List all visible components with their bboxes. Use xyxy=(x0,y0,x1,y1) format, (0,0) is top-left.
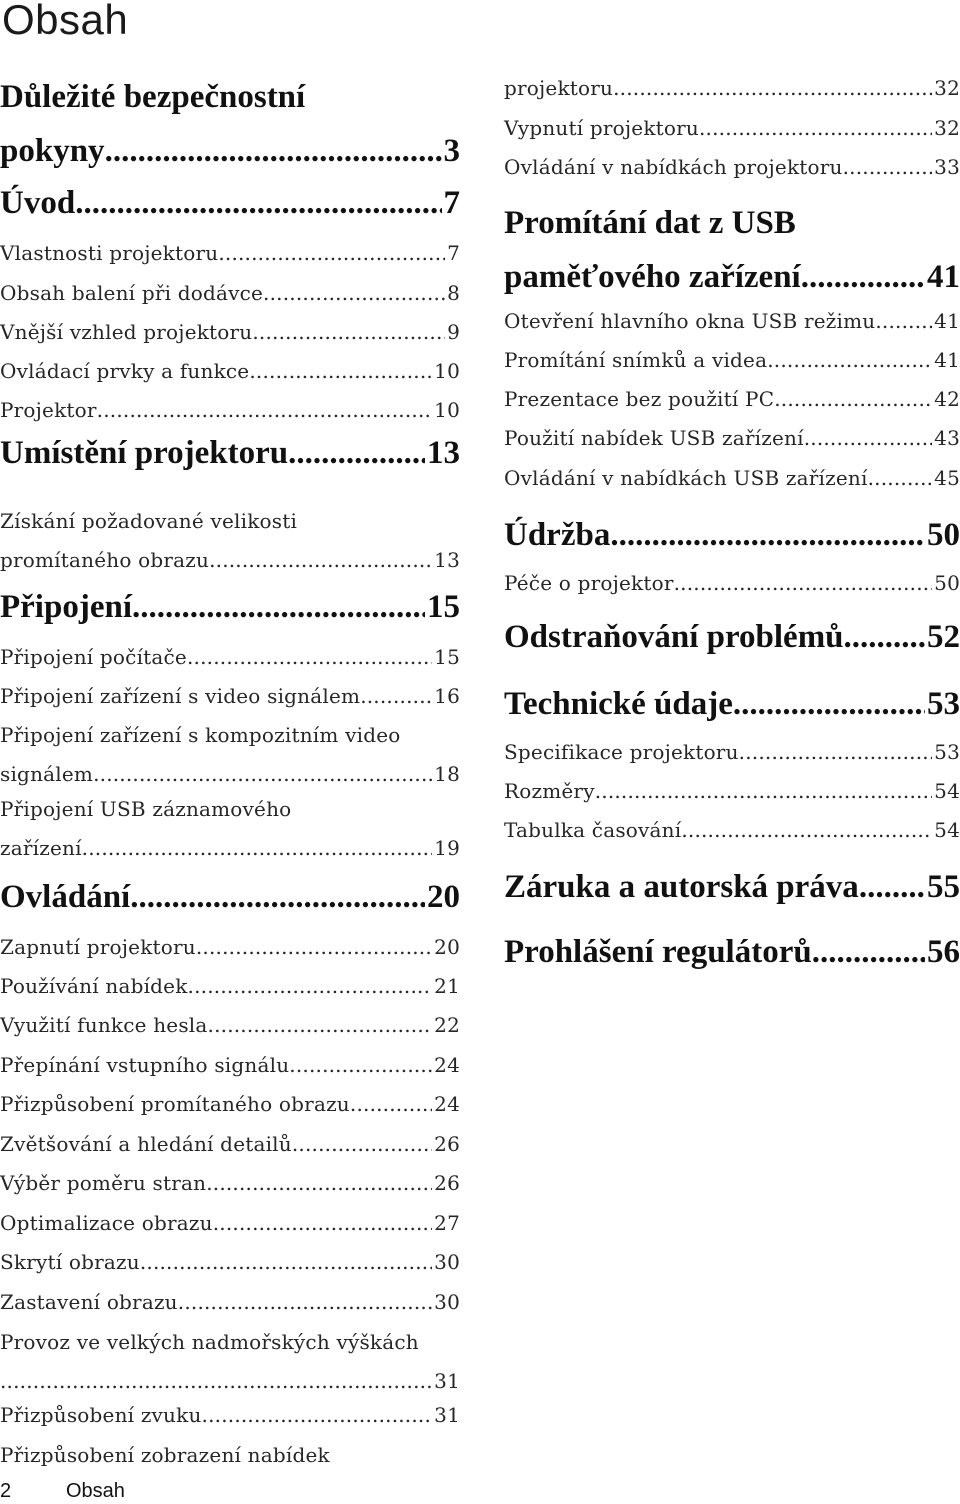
toc-entry[interactable] xyxy=(504,69,960,108)
toc-entry[interactable] xyxy=(504,610,960,664)
toc-entry-label: Ovládání v nabídkách USB zařízení xyxy=(504,466,868,490)
toc-entry-leader-row xyxy=(0,176,460,230)
toc-entry-label: Údržba xyxy=(504,517,611,553)
toc-entry-leader-row xyxy=(0,829,460,868)
toc-page-number: 15 xyxy=(427,589,460,625)
footer-section-name: Obsah xyxy=(66,1480,125,1502)
toc-entry[interactable] xyxy=(0,1006,460,1045)
toc-page-number: 9 xyxy=(447,320,460,344)
toc-entry[interactable] xyxy=(504,109,960,148)
toc-entry-leader-row xyxy=(504,508,960,562)
toc-page-number: 24 xyxy=(434,1092,460,1116)
toc-dot-leader xyxy=(801,250,925,304)
toc-page-number: 42 xyxy=(934,387,960,411)
toc-entry-leader-row xyxy=(0,755,460,794)
toc-entry-title-line: Získání požadované velikosti xyxy=(0,509,298,533)
toc-entry-leader-row xyxy=(504,772,960,811)
toc-entry-label: Použití nabídek USB zařízení xyxy=(504,426,804,450)
toc-entry-leader-row xyxy=(504,341,960,380)
toc-entry[interactable] xyxy=(0,1204,460,1243)
toc-entry-label: Úvod xyxy=(0,185,76,221)
toc-dot-leader xyxy=(140,1243,432,1282)
toc-page-number: 10 xyxy=(434,398,460,422)
toc-entry-label: Rozměry xyxy=(504,779,595,803)
toc-dot-leader xyxy=(804,419,932,458)
toc-entry-label: signálem xyxy=(0,762,94,786)
toc-page-number: 31 xyxy=(434,1403,460,1427)
toc-page-number: 41 xyxy=(934,309,960,333)
toc-entry[interactable] xyxy=(0,234,460,273)
toc-dot-leader xyxy=(767,341,932,380)
toc-entry-leader-row xyxy=(0,1243,460,1282)
toc-page-number: 22 xyxy=(434,1013,460,1037)
toc-entry[interactable] xyxy=(0,1243,460,1282)
toc-dot-leader xyxy=(206,1164,432,1203)
toc-page-number: 13 xyxy=(427,435,460,471)
toc-entry-label: Ovládací prvky a funkce xyxy=(0,359,250,383)
toc-dot-leader xyxy=(75,176,441,230)
toc-page-number: 10 xyxy=(434,359,460,383)
toc-dot-leader xyxy=(130,870,425,924)
toc-entry-leader-row xyxy=(504,302,960,341)
toc-entry-leader-row xyxy=(504,250,960,304)
toc-page-number: 30 xyxy=(434,1290,460,1314)
toc-page-number: 21 xyxy=(434,974,460,998)
toc-entry-label: Obsah balení při dodávce xyxy=(0,281,264,305)
toc-page-number: 43 xyxy=(934,426,960,450)
toc-entry[interactable] xyxy=(0,716,460,794)
toc-entry[interactable] xyxy=(0,1323,460,1401)
toc-entry-leader-row xyxy=(504,860,960,914)
toc-page-number: 45 xyxy=(934,466,960,490)
toc-dot-leader xyxy=(218,234,445,273)
toc-page-number: 7 xyxy=(443,185,460,221)
toc-entry[interactable] xyxy=(504,459,960,498)
toc-page-number: 33 xyxy=(934,155,960,179)
toc-page-number: 32 xyxy=(934,116,960,140)
toc-entry-leader-row xyxy=(504,380,960,419)
toc-entry-leader-row xyxy=(0,234,460,273)
toc-dot-leader xyxy=(263,274,445,313)
toc-entry[interactable] xyxy=(0,70,460,178)
toc-dot-leader xyxy=(350,1085,432,1124)
toc-entry-leader-row xyxy=(0,1204,460,1243)
toc-dot-leader xyxy=(292,1125,432,1164)
toc-entry-label: Prezentace bez použití PC xyxy=(504,387,775,411)
toc-dot-leader xyxy=(252,313,445,352)
toc-page-number: 56 xyxy=(927,934,960,970)
toc-entry-leader-row xyxy=(504,610,960,664)
toc-dot-leader xyxy=(610,508,925,562)
toc-entry[interactable] xyxy=(504,733,960,772)
toc-dot-leader xyxy=(82,829,432,868)
page-title: Obsah xyxy=(2,0,129,43)
toc-entry-label: projektoru xyxy=(504,76,614,100)
toc-entry[interactable] xyxy=(0,677,460,716)
toc-entry-leader-row xyxy=(0,426,460,480)
toc-page-number: 41 xyxy=(927,259,960,295)
toc-dot-leader xyxy=(209,541,432,580)
toc-entry[interactable] xyxy=(0,1125,460,1164)
toc-entry[interactable] xyxy=(0,928,460,967)
toc-entry[interactable] xyxy=(0,502,460,580)
toc-dot-leader xyxy=(843,148,933,187)
toc-dot-leader xyxy=(739,733,932,772)
toc-dot-leader xyxy=(844,610,925,664)
toc-page-number: 13 xyxy=(434,548,460,572)
toc-entry-leader-row xyxy=(504,811,960,850)
toc-entry-leader-row xyxy=(504,564,960,603)
toc-dot-leader xyxy=(595,772,932,811)
toc-page-number: 26 xyxy=(434,1171,460,1195)
toc-entry-leader-row xyxy=(504,419,960,458)
toc-entry-label: zařízení xyxy=(0,836,82,860)
toc-entry-label: Prohlášení regulátorů xyxy=(504,934,812,970)
toc-dot-leader xyxy=(681,811,932,850)
toc-entry-leader-row xyxy=(0,274,460,313)
toc-entry-label: Ovládání v nabídkách projektoru xyxy=(504,155,843,179)
toc-page-number: 54 xyxy=(934,779,960,803)
toc-page-number: 20 xyxy=(427,879,460,915)
toc-entry[interactable] xyxy=(504,341,960,380)
toc-entry-label: Připojení xyxy=(0,589,132,625)
toc-entry[interactable] xyxy=(0,1046,460,1085)
toc-dot-leader xyxy=(105,124,442,178)
toc-dot-leader xyxy=(868,459,933,498)
toc-entry[interactable] xyxy=(504,860,960,914)
toc-page-number: 55 xyxy=(927,869,960,905)
toc-entry-leader-row xyxy=(0,391,460,430)
toc-entry-leader-row xyxy=(0,1125,460,1164)
toc-dot-leader xyxy=(289,1046,432,1085)
toc-entry-leader-row xyxy=(0,677,460,716)
toc-dot-leader xyxy=(178,1283,432,1322)
toc-entry-leader-row xyxy=(504,677,960,731)
toc-entry[interactable] xyxy=(504,811,960,850)
toc-entry-leader-row xyxy=(0,124,460,178)
toc-dot-leader xyxy=(774,380,932,419)
toc-entry[interactable] xyxy=(0,313,460,352)
toc-dot-leader xyxy=(288,426,425,480)
toc-entry[interactable] xyxy=(504,380,960,419)
toc-entry-label: Odstraňování problémů xyxy=(504,619,844,655)
toc-dot-leader xyxy=(699,109,932,148)
toc-page-number: 16 xyxy=(434,684,460,708)
toc-entry-leader-row xyxy=(504,459,960,498)
toc-dot-leader xyxy=(733,677,925,731)
toc-entry-leader-row xyxy=(0,870,460,924)
toc-entry-label: Výběr poměru stran xyxy=(0,1171,207,1195)
toc-page-number: 53 xyxy=(934,740,960,764)
toc-dot-leader xyxy=(188,967,433,1006)
toc-entry-leader-row xyxy=(504,925,960,979)
toc-entry[interactable] xyxy=(504,677,960,731)
toc-dot-leader xyxy=(360,677,432,716)
toc-entry[interactable] xyxy=(504,148,960,187)
toc-page-number: 18 xyxy=(434,762,460,786)
toc-entry-leader-row xyxy=(504,148,960,187)
toc-dot-leader xyxy=(97,391,432,430)
toc-entry[interactable] xyxy=(504,772,960,811)
toc-dot-leader xyxy=(196,928,432,967)
toc-entry[interactable] xyxy=(504,564,960,603)
toc-entry-label: Vlastnosti projektoru xyxy=(0,241,219,265)
toc-entry-title-line: Připojení USB záznamového xyxy=(0,797,292,821)
toc-page-number: 32 xyxy=(934,76,960,100)
toc-entry-leader-row xyxy=(0,1085,460,1124)
toc-entry-label: Přizpůsobení promítaného obrazu xyxy=(0,1092,350,1116)
toc-entry-label: Projektor xyxy=(0,398,97,422)
toc-entry-leader-row xyxy=(0,1006,460,1045)
toc-entry[interactable] xyxy=(504,925,960,979)
toc-entry-leader-row xyxy=(0,638,460,677)
toc-entry-label: Zapnutí projektoru xyxy=(0,935,196,959)
toc-page-number: 26 xyxy=(434,1132,460,1156)
toc-entry-label: Připojení zařízení s video signálem xyxy=(0,684,361,708)
toc-entry[interactable] xyxy=(0,1164,460,1203)
toc-entry-label: Skrytí obrazu xyxy=(0,1250,140,1274)
toc-page-number: 15 xyxy=(434,645,460,669)
toc-entry[interactable] xyxy=(0,391,460,430)
toc-entry-title-line: Přizpůsobení zobrazení nabídek xyxy=(0,1443,330,1467)
toc-entry-leader-row xyxy=(0,313,460,352)
toc-entry-label: Promítání snímků a videa xyxy=(504,348,768,372)
toc-entry-label: Připojení počítače xyxy=(0,645,187,669)
toc-entry-title-line: Promítání dat z USB xyxy=(504,205,796,241)
toc-page-number: 3 xyxy=(443,133,460,169)
toc-entry-label: Ovládání xyxy=(0,879,131,915)
toc-entry-leader-row xyxy=(0,1283,460,1322)
footer-page-number: 2 xyxy=(0,1480,12,1502)
toc-entry[interactable] xyxy=(504,508,960,562)
toc-page-number: 50 xyxy=(934,571,960,595)
toc-dot-leader xyxy=(249,352,432,391)
toc-page-number: 20 xyxy=(434,935,460,959)
toc-dot-leader xyxy=(132,580,425,634)
toc-entry[interactable] xyxy=(0,967,460,1006)
toc-entry-leader-row xyxy=(504,109,960,148)
toc-entry[interactable] xyxy=(0,426,460,480)
toc-dot-leader xyxy=(613,69,932,108)
toc-entry-label: Používání nabídek xyxy=(0,974,188,998)
toc-entry[interactable] xyxy=(504,302,960,341)
toc-entry-label: Technické údaje xyxy=(504,686,733,722)
toc-page-number: 7 xyxy=(447,241,460,265)
toc-entry[interactable] xyxy=(0,790,460,868)
toc-entry-leader-row xyxy=(504,69,960,108)
toc-entry[interactable] xyxy=(0,352,460,391)
toc-entry-title-line: Připojení zařízení s kompozitním video xyxy=(0,723,401,747)
toc-entry-leader-row xyxy=(0,580,460,634)
toc-page-number: 8 xyxy=(447,281,460,305)
toc-entry[interactable] xyxy=(0,176,460,230)
toc-entry[interactable] xyxy=(504,196,960,304)
toc-entry-label: promítaného obrazu xyxy=(0,548,210,572)
toc-page-number: 54 xyxy=(934,818,960,842)
toc-entry-label: Vnější vzhled projektoru xyxy=(0,320,253,344)
toc-entry-label: Umístění projektoru xyxy=(0,435,289,471)
toc-entry[interactable] xyxy=(0,1283,460,1322)
toc-entry[interactable] xyxy=(0,1396,460,1435)
toc-page-number: 50 xyxy=(927,517,960,553)
toc-page-number: 30 xyxy=(434,1250,460,1274)
toc-entry-leader-row xyxy=(0,541,460,580)
toc-dot-leader xyxy=(208,1006,433,1045)
toc-entry-label: Optimalizace obrazu xyxy=(0,1211,213,1235)
toc-entry[interactable] xyxy=(0,274,460,313)
toc-entry-leader-row xyxy=(0,1046,460,1085)
toc-entry-label: Přizpůsobení zvuku xyxy=(0,1403,202,1427)
toc-dot-leader xyxy=(674,564,933,603)
toc-entry-label: Záruka a autorská práva xyxy=(504,869,859,905)
toc-dot-leader xyxy=(859,860,925,914)
toc-entry[interactable] xyxy=(0,1436,460,1475)
toc-page-number: 41 xyxy=(934,348,960,372)
toc-entry[interactable] xyxy=(0,580,460,634)
toc-entry-title-line: Důležité bezpečnostní xyxy=(0,79,306,115)
toc-entry-label: Zvětšování a hledání detailů xyxy=(0,1132,292,1156)
toc-entry-leader-row xyxy=(504,733,960,772)
toc-page-number: 27 xyxy=(434,1211,460,1235)
toc-dot-leader xyxy=(187,638,432,677)
toc-entry-leader-row xyxy=(0,967,460,1006)
toc-entry-label: Tabulka časování xyxy=(504,818,682,842)
toc-entry-label: Zastavení obrazu xyxy=(0,1290,178,1314)
toc-entry-label: paměťového zařízení xyxy=(504,259,801,295)
toc-page-number: 53 xyxy=(927,686,960,722)
toc-entry-title-line: Provoz ve velkých nadmořských výškách xyxy=(0,1330,419,1354)
toc-dot-leader xyxy=(202,1396,433,1435)
toc-entry-leader-row xyxy=(0,1164,460,1203)
toc-entry-label: Vypnutí projektoru xyxy=(504,116,699,140)
toc-entry-label: Otevření hlavního okna USB režimu xyxy=(504,309,876,333)
toc-entry[interactable] xyxy=(504,419,960,458)
toc-entry[interactable] xyxy=(0,1085,460,1124)
toc-entry-label: Péče o projektor xyxy=(504,571,674,595)
toc-page-number: 24 xyxy=(434,1053,460,1077)
toc-entry-leader-row xyxy=(0,352,460,391)
page-footer xyxy=(0,1478,125,1504)
toc-dot-leader xyxy=(93,755,432,794)
toc-entry[interactable] xyxy=(0,638,460,677)
toc-entry-leader-row xyxy=(0,1396,460,1435)
toc-entry-label: Využití funkce hesla xyxy=(0,1013,208,1037)
toc-entry-leader-row xyxy=(0,928,460,967)
toc-dot-leader xyxy=(875,302,932,341)
toc-page-number: 31 xyxy=(434,1369,460,1393)
toc-entry-label: pokyny xyxy=(0,133,105,169)
toc-entry-label: Přepínání vstupního signálu xyxy=(0,1053,290,1077)
toc-dot-leader xyxy=(213,1204,432,1243)
toc-dot-leader xyxy=(812,925,925,979)
toc-entry[interactable] xyxy=(0,870,460,924)
toc-page-number: 52 xyxy=(927,619,960,655)
toc-page-number: 19 xyxy=(434,836,460,860)
toc-entry-label: Specifikace projektoru xyxy=(504,740,739,764)
